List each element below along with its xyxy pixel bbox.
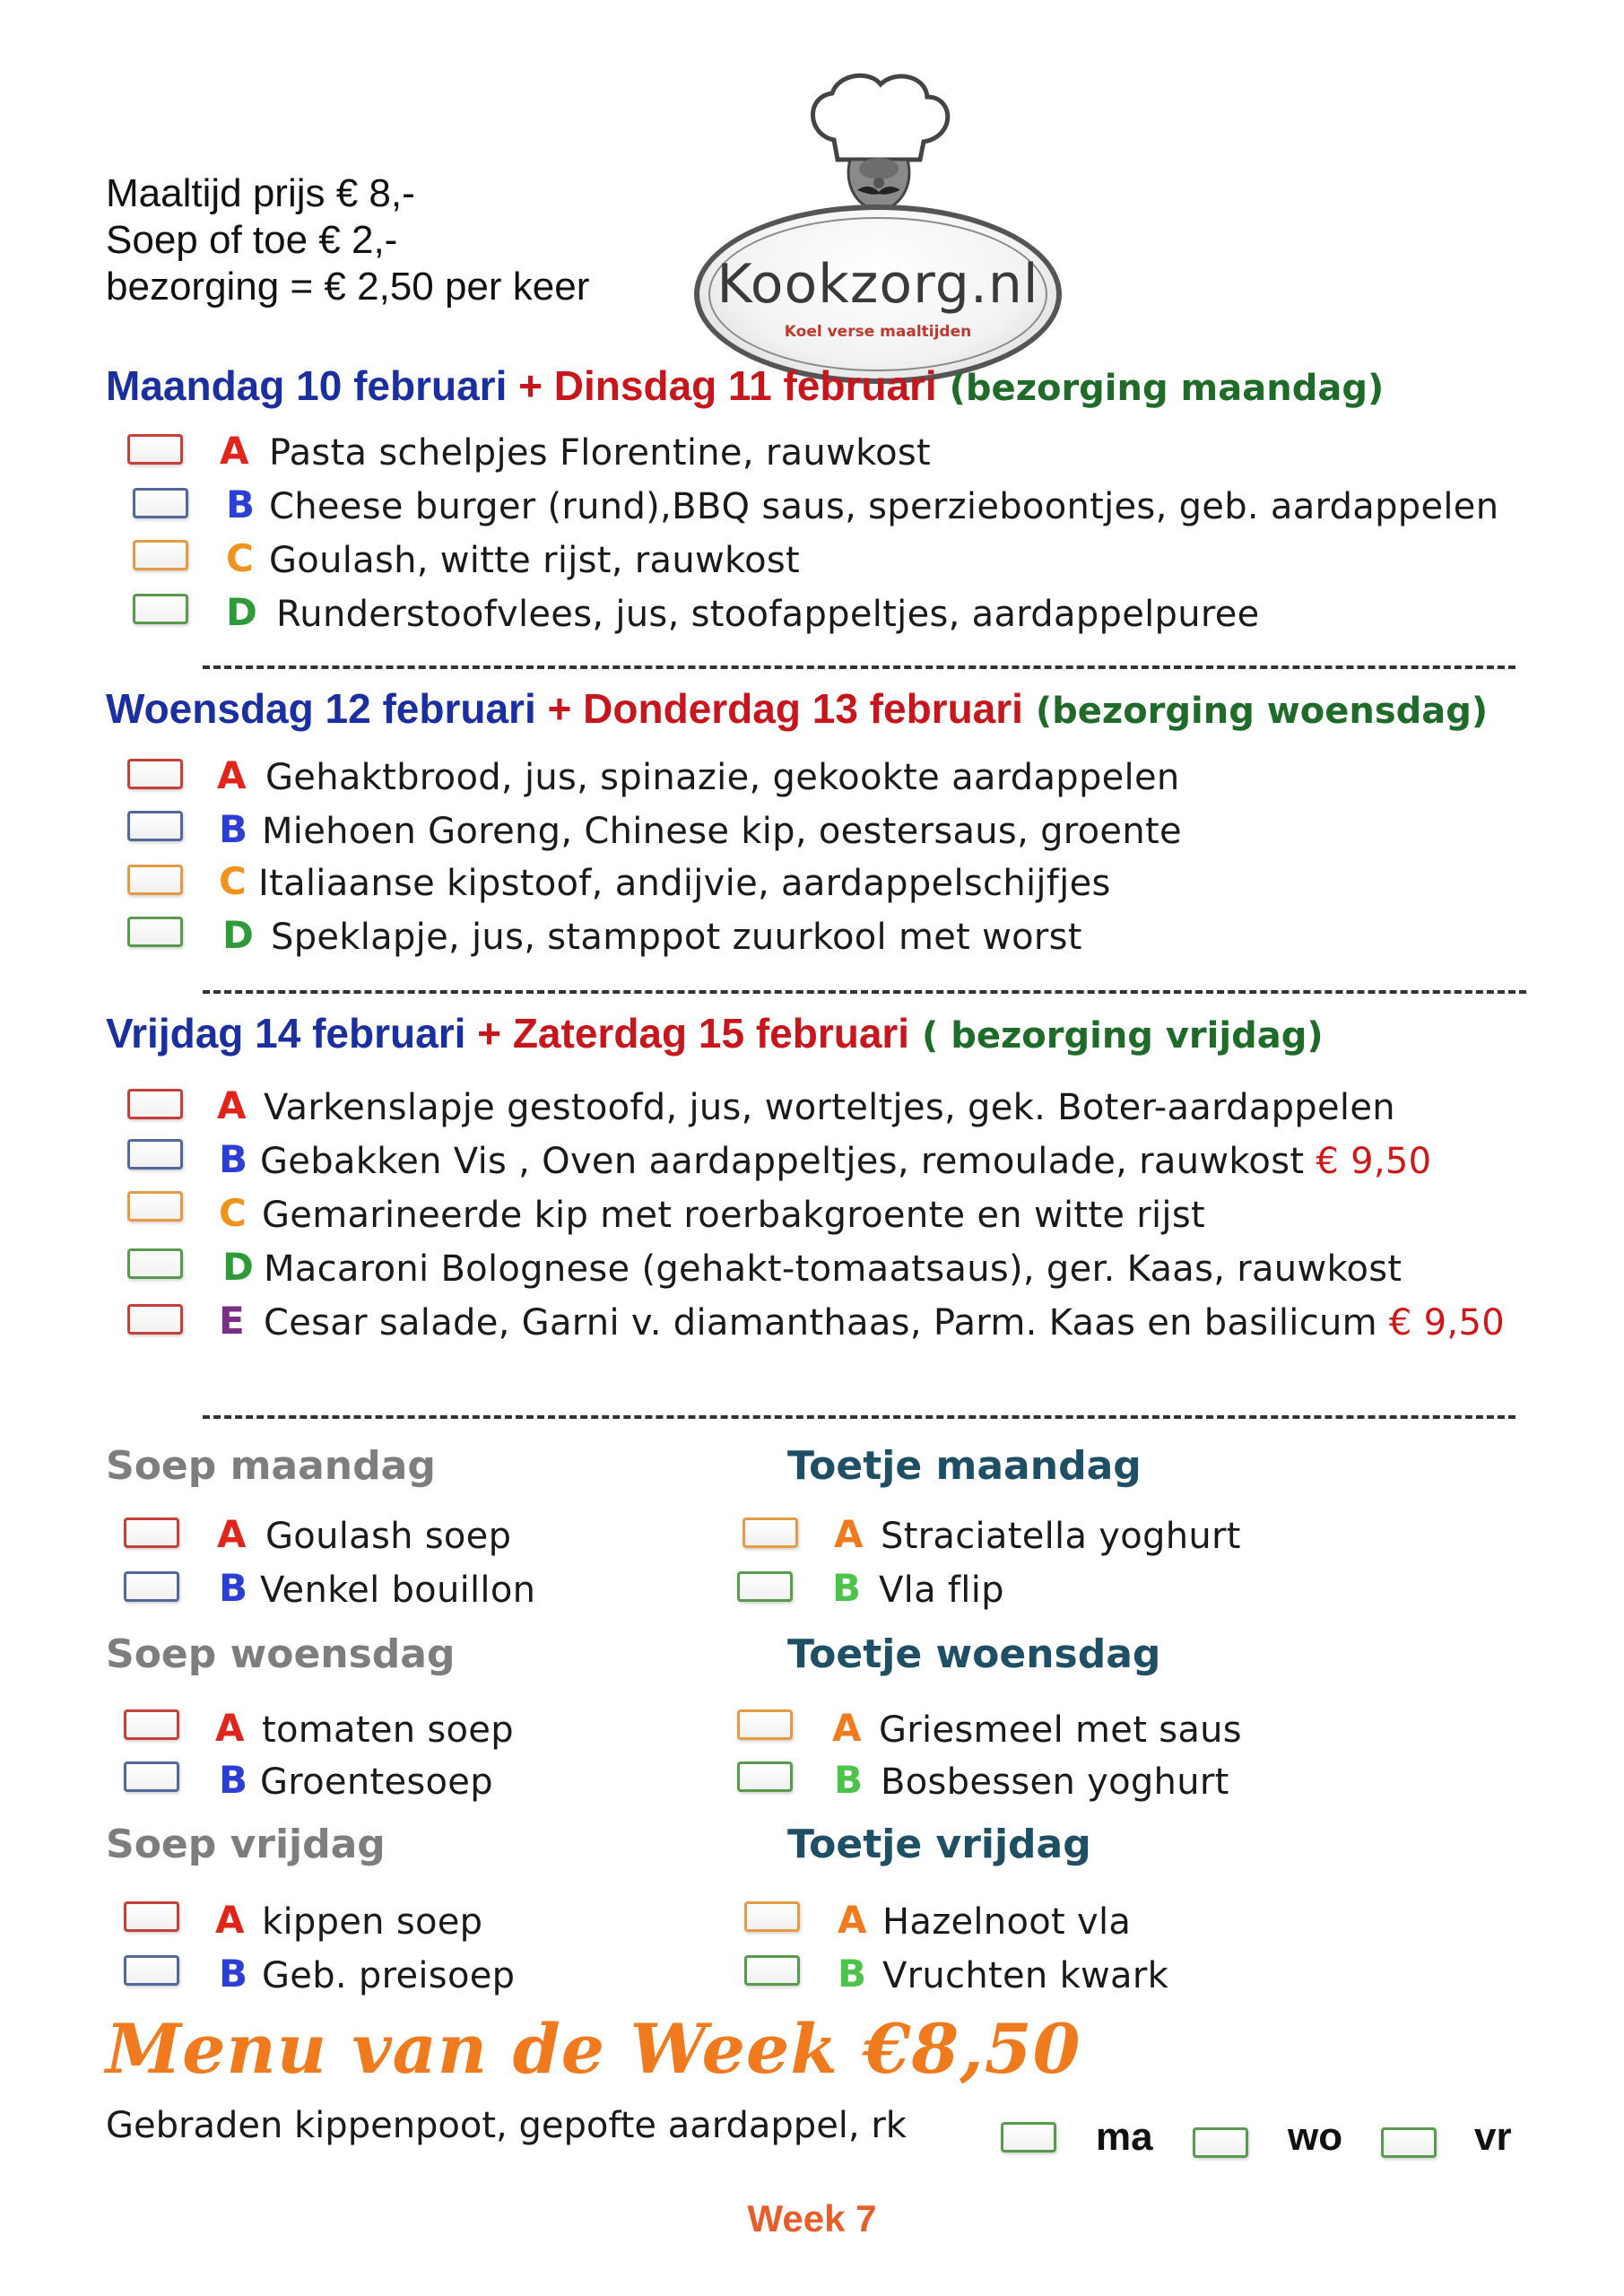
dish-1C: Goulash, witte rijst, rauwkost — [269, 540, 800, 581]
option-letter: A — [215, 1898, 245, 1942]
option-letter: B — [219, 1137, 248, 1181]
day-heading-3 — [106, 1008, 1324, 1061]
checkbox-2C[interactable] — [127, 865, 183, 895]
soup-fri-B: Geb. preisoep — [262, 1955, 516, 1996]
week-day-vr: vr — [1474, 2115, 1512, 2159]
checkbox-3E[interactable] — [127, 1304, 183, 1335]
logo-oval — [694, 204, 1062, 384]
dessert-fri-B: Vruchten kwark — [882, 1955, 1169, 1996]
day-plus: + — [465, 1010, 513, 1057]
day-primary: Woensdag 12 februari — [106, 685, 536, 732]
checkbox-2D[interactable] — [127, 917, 183, 947]
dish-2A: Gehaktbrood, jus, spinazie, gekookte aardappelen — [265, 757, 1180, 798]
checkbox-3D[interactable] — [127, 1248, 183, 1279]
option-letter: C — [219, 859, 247, 903]
option-letter: B — [226, 483, 256, 526]
option-letter: B — [834, 1758, 864, 1802]
kookzorg-logo — [690, 70, 1067, 341]
checkbox-week-ma[interactable] — [1001, 2122, 1056, 2152]
soup-heading-friday: Soep vrijdag — [106, 1822, 386, 1867]
section-divider — [203, 665, 1515, 669]
option-letter: B — [219, 807, 248, 851]
dessert-heading-friday: Toetje vrijdag — [787, 1822, 1091, 1867]
checkbox-2A[interactable] — [127, 759, 183, 789]
checkbox-1D[interactable] — [133, 594, 188, 624]
dessert-wed-B: Bosbessen yoghurt — [881, 1761, 1229, 1803]
checkbox-soup-fri-B[interactable] — [124, 1955, 179, 1986]
checkbox-soup-wed-B[interactable] — [124, 1761, 179, 1792]
option-letter: B — [219, 1952, 248, 1996]
soup-dessert-price-line: Soep of toe € 2,- — [106, 218, 398, 262]
dish-2B: Miehoen Goreng, Chinese kip, oestersaus, groente — [262, 811, 1182, 852]
week-day-wo: wo — [1288, 2115, 1343, 2159]
checkbox-3A[interactable] — [127, 1089, 183, 1119]
meal-price-line: Maaltijd prijs € 8,- — [106, 171, 415, 215]
soup-heading-monday: Soep maandag — [106, 1443, 436, 1489]
dessert-mon-B: Vla flip — [879, 1570, 1004, 1611]
dish-3C: Gemarineerde kip met roerbakgroente en witte rijst — [262, 1195, 1205, 1236]
option-letter: D — [226, 590, 257, 634]
day-secondary: Dinsdag 11 februari — [553, 362, 937, 409]
checkbox-soup-wed-A[interactable] — [124, 1709, 179, 1740]
checkbox-soup-mon-B[interactable] — [124, 1571, 179, 1602]
option-letter: A — [838, 1898, 867, 1942]
option-letter: A — [217, 1083, 247, 1127]
checkbox-dessert-mon-B[interactable] — [737, 1571, 793, 1602]
dessert-fri-A: Hazelnoot vla — [882, 1901, 1132, 1943]
week-number: Week 7 — [747, 2197, 877, 2239]
dish-1D: Runderstoofvlees, jus, stoofappeltjes, aardappelpuree — [276, 594, 1260, 635]
dish-3E: Cesar salade, Garni v. diamanthaas, Parm. Kaas en basilicum € 9,50 — [264, 1302, 1505, 1344]
dish-price: € 9,50 — [1388, 1302, 1505, 1344]
dessert-wed-A: Griesmeel met saus — [879, 1709, 1242, 1751]
week-day-ma: ma — [1096, 2115, 1153, 2159]
day-plus: + — [535, 685, 584, 732]
day-heading-2 — [106, 683, 1488, 736]
checkbox-dessert-wed-A[interactable] — [737, 1709, 793, 1740]
option-letter: A — [217, 753, 247, 797]
delivery-note: ( bezorging vrijdag) — [909, 1015, 1324, 1057]
checkbox-dessert-mon-A[interactable] — [743, 1518, 798, 1548]
option-letter: A — [834, 1512, 864, 1556]
option-letter: A — [217, 1512, 247, 1556]
checkbox-week-wo[interactable] — [1193, 2127, 1248, 2158]
option-letter: D — [222, 913, 254, 957]
soup-fri-A: kippen soep — [262, 1901, 483, 1943]
logo-tagline: Koel verse maaltijden — [784, 323, 972, 341]
option-letter: D — [222, 1245, 254, 1289]
option-letter: B — [219, 1758, 248, 1802]
delivery-note: (bezorging maandag) — [936, 368, 1385, 409]
option-letter: B — [838, 1952, 867, 1996]
day-primary: Vrijdag 14 februari — [106, 1010, 466, 1057]
option-letter: E — [219, 1299, 245, 1343]
menu-of-week-dish: Gebraden kippenpoot, gepofte aardappel, rk — [106, 2105, 907, 2146]
dish-1B: Cheese burger (rund),BBQ saus, sperzieboontjes, geb. aardappelen — [269, 486, 1499, 527]
checkbox-soup-fri-A[interactable] — [124, 1901, 179, 1932]
checkbox-1B[interactable] — [133, 488, 188, 518]
dish-1A: Pasta schelpjes Florentine, rauwkost — [269, 432, 932, 474]
dessert-mon-A: Straciatella yoghurt — [881, 1516, 1241, 1557]
section-divider — [203, 990, 1526, 994]
delivery-note: (bezorging woensdag) — [1022, 691, 1489, 732]
checkbox-1A[interactable] — [127, 434, 183, 465]
checkbox-dessert-fri-B[interactable] — [744, 1955, 800, 1986]
day-secondary: Zaterdag 15 februari — [512, 1010, 910, 1057]
logo-name: Kookzorg.nl — [716, 253, 1039, 316]
chef-icon — [798, 70, 960, 222]
day-primary: Maandag 10 februari — [106, 362, 508, 409]
day-heading-1 — [106, 361, 1384, 413]
option-letter: C — [219, 1191, 247, 1235]
dessert-heading-wednesday: Toetje woensdag — [787, 1631, 1161, 1677]
checkbox-soup-mon-A[interactable] — [124, 1518, 179, 1548]
option-letter: B — [219, 1566, 248, 1610]
dish-price: € 9,50 — [1316, 1141, 1432, 1182]
checkbox-1C[interactable] — [133, 540, 188, 570]
dish-3A: Varkenslapje gestoofd, jus, worteltjes, gek. Boter-aardappelen — [264, 1087, 1395, 1128]
delivery-price-line: bezorging = € 2,50 per keer — [106, 265, 590, 309]
checkbox-2B[interactable] — [127, 811, 183, 841]
option-letter: C — [226, 536, 254, 580]
checkbox-3C[interactable] — [127, 1191, 183, 1222]
dish-2D: Speklapje, jus, stamppot zuurkool met worst — [271, 917, 1082, 958]
section-divider — [203, 1415, 1515, 1419]
soup-wed-A: tomaten soep — [262, 1709, 514, 1751]
option-letter: A — [832, 1706, 862, 1750]
checkbox-dessert-fri-A[interactable] — [744, 1901, 800, 1932]
day-plus: + — [507, 362, 554, 409]
checkbox-week-vr[interactable] — [1381, 2127, 1437, 2158]
option-letter: B — [832, 1566, 862, 1610]
dish-3B: Gebakken Vis , Oven aardappeltjes, remoulade, rauwkost € 9,50 — [260, 1141, 1432, 1182]
option-letter: A — [220, 429, 249, 473]
dish-3D: Macaroni Bolognese (gehakt-tomaatsaus), ger. Kaas, rauwkost — [264, 1248, 1403, 1290]
soup-heading-wednesday: Soep woensdag — [106, 1631, 456, 1677]
checkbox-dessert-wed-B[interactable] — [737, 1761, 793, 1792]
soup-mon-B: Venkel bouillon — [260, 1570, 536, 1611]
dessert-heading-monday: Toetje maandag — [787, 1443, 1142, 1489]
dish-2C: Italiaanse kipstoof, andijvie, aardappelschijfjes — [258, 863, 1111, 904]
day-secondary: Donderdag 13 februari — [583, 685, 1023, 732]
option-letter: A — [215, 1706, 245, 1750]
checkbox-3B[interactable] — [127, 1139, 183, 1170]
soup-mon-A: Goulash soep — [265, 1516, 512, 1557]
menu-of-week-title: Menu van de Week €8,50 — [106, 2009, 1081, 2089]
soup-wed-B: Groentesoep — [260, 1761, 493, 1803]
